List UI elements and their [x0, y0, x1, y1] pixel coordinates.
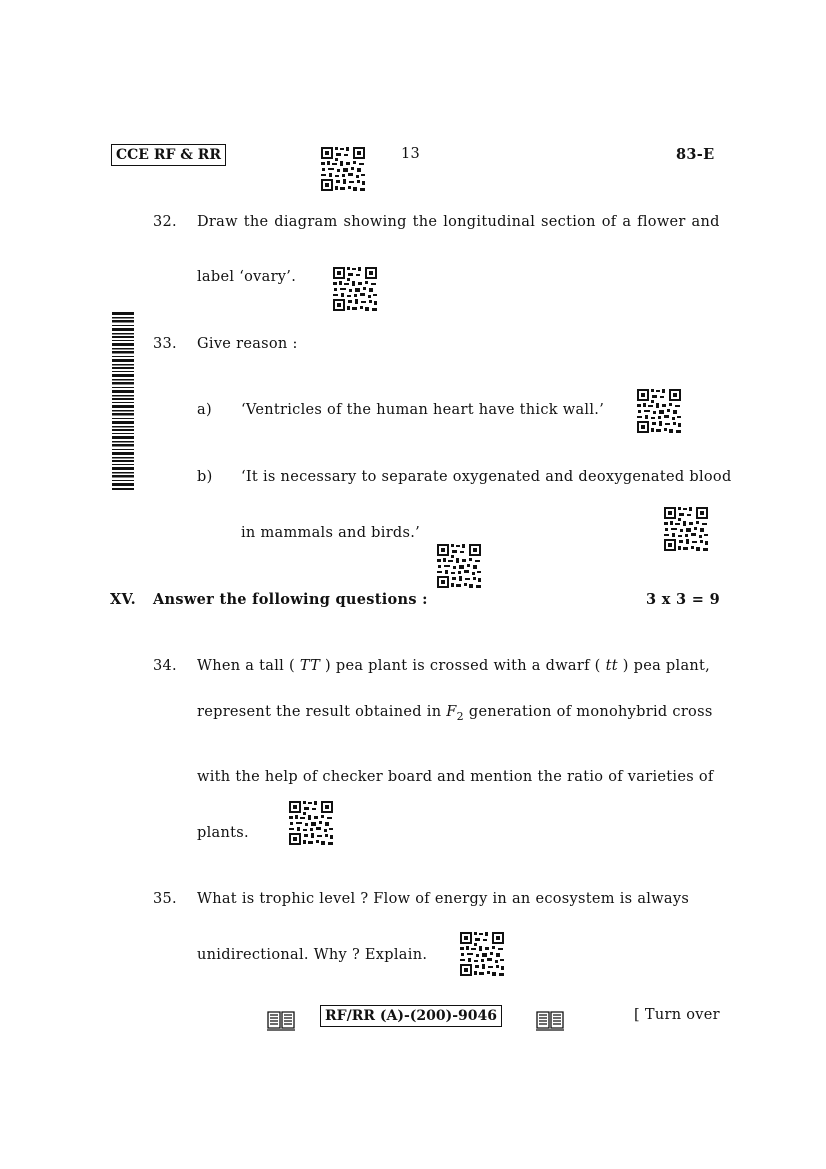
book-icon	[535, 1009, 565, 1031]
q35-number: 35.	[153, 891, 177, 907]
qr-code-icon	[332, 266, 378, 312]
q32-line2: label ‘ovary’.	[197, 269, 297, 285]
page-number: 13	[401, 146, 421, 162]
q34-line2-b: generation of monohybrid cross	[468, 704, 713, 720]
q33-a-label: a)	[197, 402, 212, 418]
q35-line1: What is trophic level ? Flow of energy in an ecosystem is always	[197, 891, 690, 907]
q35-line2: unidirectional. Why ? Explain.	[197, 947, 428, 963]
section-marks: 3 x 3 = 9	[646, 591, 720, 608]
qr-code-icon	[663, 506, 709, 552]
q34-line2	[197, 704, 713, 723]
turn-over: [ Turn over	[634, 1007, 720, 1023]
paper-code: 83-E	[676, 146, 715, 163]
qr-code-icon	[288, 800, 334, 846]
q33-a-text: ‘Ventricles of the human heart have thick wall.’	[241, 402, 605, 418]
q33-text: Give reason :	[197, 336, 298, 352]
genotype-tall: TT	[299, 658, 321, 674]
q34-line1-b: ) pea plant is crossed with a dwarf (	[325, 658, 601, 674]
section-title: Answer the following questions :	[153, 591, 428, 608]
q33-b-line1: ‘It is necessary to separate oxygenated and deoxygenated blood	[241, 469, 732, 485]
book-icon	[266, 1009, 296, 1031]
q34-line3: with the help of checker board and mention the ratio of varieties of	[197, 769, 714, 785]
q34-line4: plants.	[197, 825, 249, 841]
q34-line1-c: ) pea plant,	[622, 658, 711, 674]
barcode-icon	[112, 312, 134, 492]
genotype-dwarf: tt	[605, 658, 618, 674]
generation-subscript: 2	[456, 709, 464, 723]
header-code-box: CCE RF & RR	[111, 144, 226, 166]
qr-code-icon	[436, 543, 482, 589]
q34-number: 34.	[153, 658, 177, 674]
section-number: XV.	[110, 591, 136, 608]
q34-line2-a: represent the result obtained in	[197, 704, 442, 720]
generation-f: F	[446, 704, 457, 720]
q33-b-label: b)	[197, 469, 213, 485]
q32-number: 32.	[153, 214, 177, 230]
q32-line1: Draw the diagram showing the longitudinal section of a flower and	[197, 214, 720, 230]
q34-line1	[197, 658, 710, 674]
qr-code-icon	[320, 146, 366, 192]
q33-number: 33.	[153, 336, 177, 352]
footer-code-box: RF/RR (A)-(200)-9046	[320, 1005, 502, 1027]
q34-line1-a: When a tall (	[197, 658, 295, 674]
q33-b-line2: in mammals and birds.’	[241, 525, 421, 541]
qr-code-icon	[636, 388, 682, 434]
qr-code-icon	[459, 931, 505, 977]
